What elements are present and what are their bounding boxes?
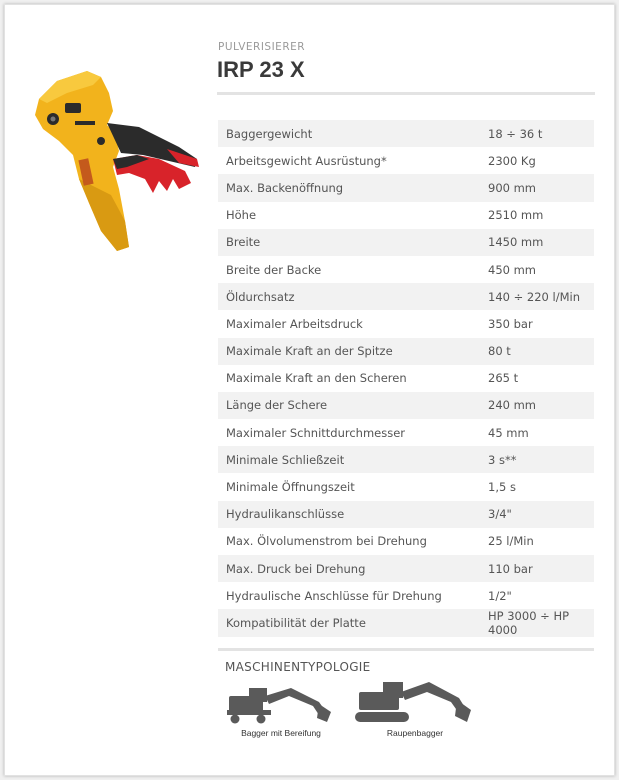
product-title: IRP 23 X [217,57,305,82]
spec-label: Minimale Öffnungszeit [218,473,488,500]
spec-value: 3/4" [488,501,594,528]
spec-row [218,229,594,256]
spec-row [218,582,594,609]
product-category: PULVERISIERER [218,41,306,53]
typology-title: MASCHINENTYPOLOGIE [225,660,371,674]
spec-value: 1,5 s [488,473,594,500]
machine-caption-crawler: Raupenbagger [386,728,444,738]
spec-row [218,147,594,174]
spec-row [218,392,594,419]
pulverizer-product-image [29,63,201,259]
spec-row [218,120,594,147]
spec-value: 110 bar [488,555,594,582]
spec-value: 450 mm [488,256,594,283]
spec-value: 45 mm [488,419,594,446]
spec-value: 80 t [488,338,594,365]
title-divider [217,92,595,95]
spec-row [218,174,594,201]
spec-value: 25 l/Min [488,528,594,555]
spec-row [218,609,594,637]
spec-label: Maximale Kraft an den Scheren [218,365,488,392]
spec-value: 1450 mm [488,229,594,256]
spec-row [218,473,594,500]
spec-label: Arbeitsgewicht Ausrüstung* [218,147,488,174]
spec-row [218,419,594,446]
spec-value: 1/2" [488,582,594,609]
spec-value: 2510 mm [488,202,594,229]
spec-value: 900 mm [488,174,594,201]
spec-label: Hydraulische Anschlüsse für Drehung [218,582,488,609]
specs-table [218,120,594,637]
spec-label: Maximaler Schnittdurchmesser [218,419,488,446]
spec-label: Hydraulikanschlüsse [218,501,488,528]
spec-row [218,338,594,365]
spec-label: Breite [218,229,488,256]
spec-value: 140 ÷ 220 l/Min [488,283,594,310]
spec-label: Breite der Backe [218,256,488,283]
spec-label: Kompatibilität der Platte [218,609,488,637]
spec-label: Höhe [218,202,488,229]
crawler-excavator-icon [353,678,477,724]
spec-value: HP 3000 ÷ HP 4000 [488,609,594,637]
spec-label: Max. Druck bei Drehung [218,555,488,582]
spec-row [218,528,594,555]
spec-value: 350 bar [488,310,594,337]
spec-value: 3 s** [488,446,594,473]
spec-value: 240 mm [488,392,594,419]
spec-value: 2300 Kg [488,147,594,174]
machine-caption-wheeled: Bagger mit Bereifung [241,728,321,738]
spec-label: Baggergewicht [218,120,488,147]
spec-label: Minimale Schließzeit [218,446,488,473]
spec-label: Maximaler Arbeitsdruck [218,310,488,337]
spec-value: 265 t [488,365,594,392]
spec-label: Länge der Schere [218,392,488,419]
wheeled-excavator-icon [225,682,337,724]
spec-value: 18 ÷ 36 t [488,120,594,147]
spec-row [218,446,594,473]
machine-crawler [353,678,477,738]
spec-row [218,501,594,528]
spec-row [218,365,594,392]
specs-divider [218,648,594,651]
spec-row [218,555,594,582]
spec-label: Öldurchsatz [218,283,488,310]
machine-wheeled [225,682,337,738]
product-card [4,4,615,776]
spec-label: Maximale Kraft an der Spitze [218,338,488,365]
spec-row [218,310,594,337]
spec-row [218,256,594,283]
spec-row [218,202,594,229]
spec-row [218,283,594,310]
spec-label: Max. Backenöffnung [218,174,488,201]
spec-label: Max. Ölvolumenstrom bei Drehung [218,528,488,555]
